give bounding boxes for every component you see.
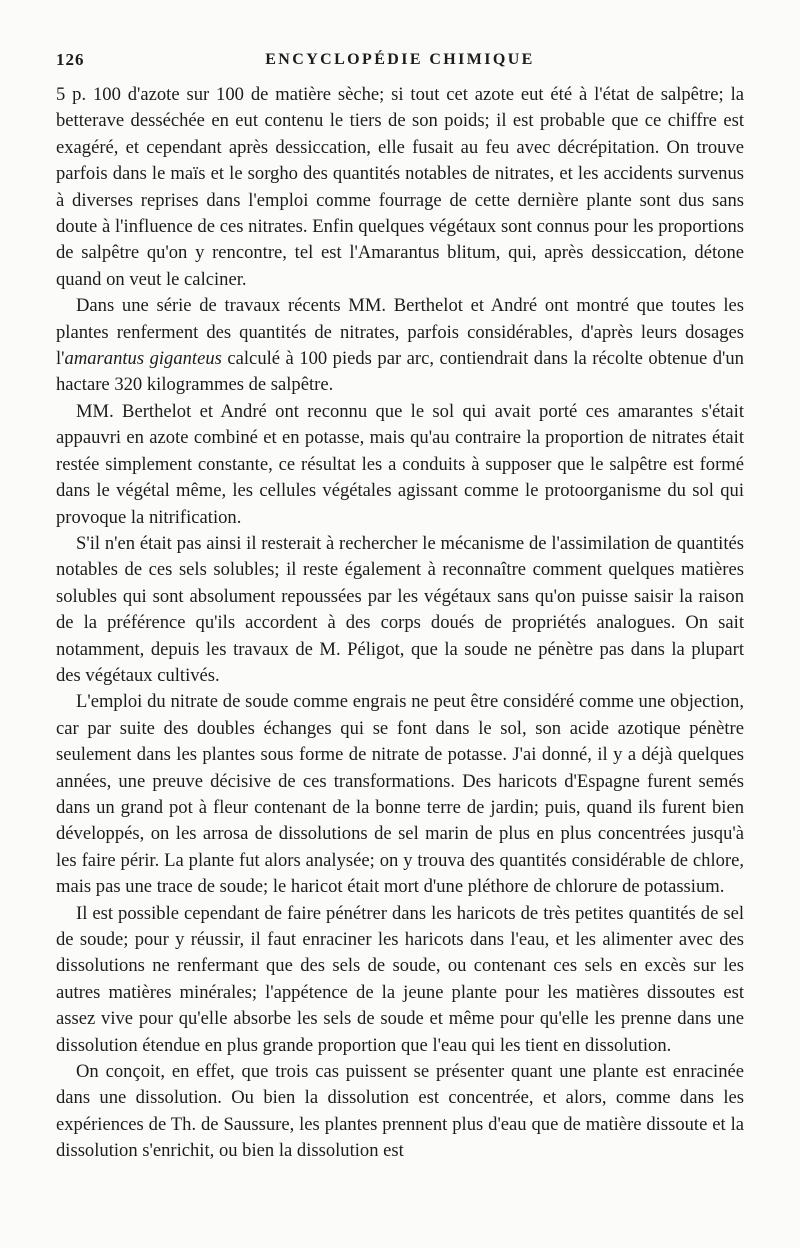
paragraph-6: Il est possible cependant de faire pénétrer dans les haricots de très petites quantités de sel de soude; pour y réussir, il faut enraciner les haricots dans l'eau, et les alimenter avec des dissolutions ne renfermant que des sels de soude, ou contenant ces sels en excès sur les autres matières minérales; l'appétence de la jeune plante pour les matières dissoutes est assez vive pour qu'elle absorbe les sels de soude et même pour qu'elle les prenne dans une dissolution étendue en plus grande proportion que l'eau qui les tient en dissolution. <box>56 902 744 1056</box>
paragraph-5: L'emploi du nitrate de soude comme engrais ne peut être considéré comme une objection, car par suite des doubles échanges qui se font dans le sol, son acide azotique pénètre seulement dans les plantes sous forme de nitrate de potasse. J'ai donné, il y a déjà quelques années, une preuve décisive de ces transformations. Des haricots d'Espagne furent semés dans un grand pot à fleur contenant de la bonne terre de jardin; puis, quand ils furent bien développés, on les arrosa de dissolutions de sel marin de plus en plus concentrées jusqu'à les faire périr. La plante fut alors analysée; on y trouva des quantités considérable de chlore, mais pas une trace de soude; le haricot était mort d'une pléthore de chlorure de potassium. <box>56 691 744 898</box>
paragraph-2 <box>56 293 744 399</box>
paragraph-4: S'il n'en était pas ainsi il resterait à rechercher le mécanisme de l'assimilation de quantités notables de ces sels solubles; il reste également à reconnaître comment quelques matières solubles qui sont absolument repoussées par les végétaux sans qu'on puisse saisir la raison de la préférence qu'ils accordent à des corps doués de propriétés analogues. On sait notamment, depuis les travaux de M. Péligot, que la soude ne pénètre pas dans la plupart des végétaux cultivés. <box>56 532 744 686</box>
paragraph-7: On conçoit, en effet, que trois cas puissent se présenter quant une plante est enracinée dans une dissolution. Ou bien la dissolution est concentrée, et alors, comme dans les expériences de Th. de Saussure, les plantes prennent plus d'eau que de matière dissoute et la dissolution s'enrichit, ou bien la dissolution est <box>56 1061 744 1162</box>
paragraph-2-end: calculé à 100 pieds par arc, contiendrait dans la récolte obtenue d'un hactare 320 kilogrammes de salpêtre. <box>56 348 744 396</box>
paragraph-1: 5 p. 100 d'azote sur 100 de matière sèche; si tout cet azote eut été à l'état de salpêtre; la betterave desséchée en eut contenu le tiers de son poids; il est probable que ce chiffre est exagéré, et cependant après dessiccation, elle fusait au feu avec décrépitation. On trouve parfois dans le maïs et le sorgho des quantités notables de nitrates, et les accidents survenus à diverses reprises dans l'emploi comme fourrage de cette dernière plante sont dus sans doute à l'influence de ces nitrates. Enfin quelques végétaux sont connus pour les proportions de salpêtre qu'on y rencontre, tel est l'Amarantus blitum, qui, après dessiccation, détone quand on veut le calciner. <box>56 84 744 290</box>
page-number: 126 <box>56 50 85 69</box>
paragraph-3: MM. Berthelot et André ont reconnu que le sol qui avait porté ces amarantes s'était appauvri en azote combiné et en potasse, mais qu'au contraire la proportion de nitrates était restée simplement constante, ce résultat les a conduits à supposer que le salpêtre est formé dans le végétal même, les cellules végétales agissant comme le protoorganisme du sol qui provoque la nitrification. <box>56 400 744 528</box>
page-header <box>56 50 744 76</box>
species-name-italic: amarantus giganteus <box>64 348 222 370</box>
paragraph-2-start: Dans une série de travaux récents MM. Berthelot et André ont montré que toutes les plantes renferment des quantités de nitrates, parfois considérables, d'après leurs dosages l' <box>56 295 744 370</box>
text-body <box>56 82 744 1165</box>
running-title: ENCYCLOPÉDIE CHIMIQUE <box>265 51 535 68</box>
